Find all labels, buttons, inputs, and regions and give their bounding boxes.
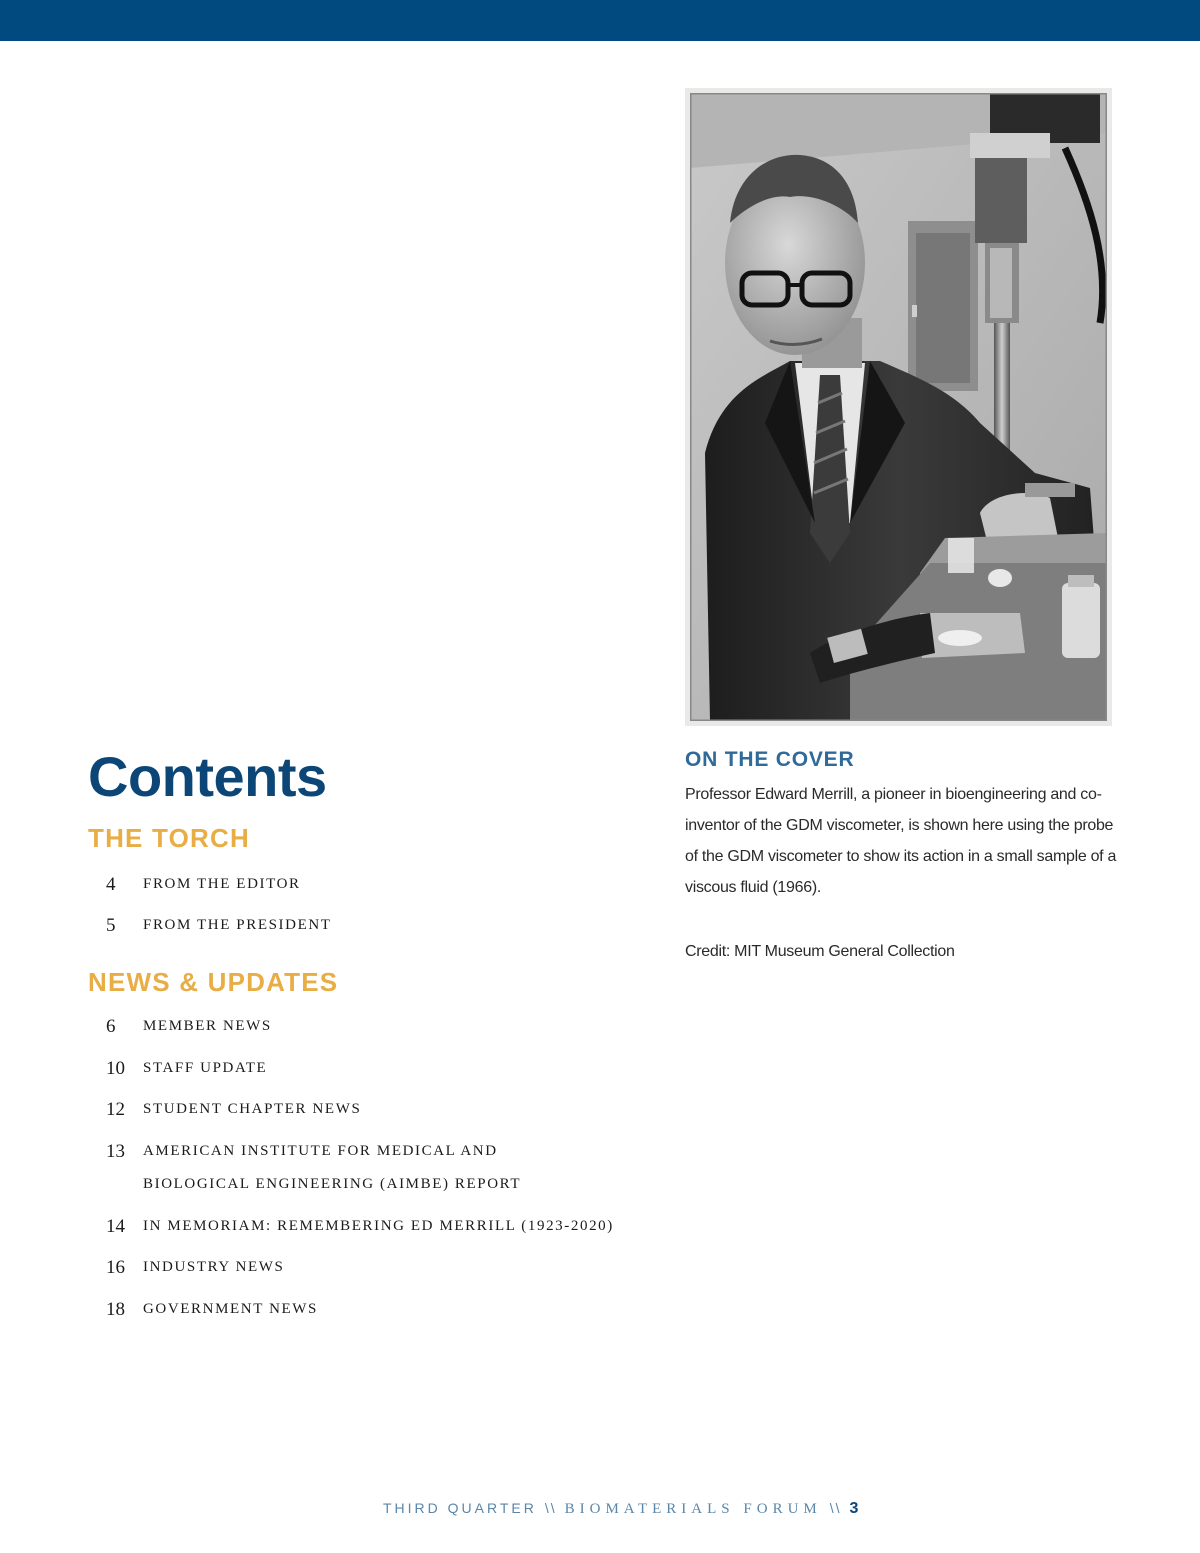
section-heading-news-updates: NEWS & UPDATES [88, 967, 339, 997]
section-heading-the-torch: THE TORCH [88, 823, 250, 853]
footer-separator: \\ [544, 1500, 557, 1516]
toc-item-label: FROM THE EDITOR [143, 876, 301, 892]
footer-quarter: THIRD QUARTER [383, 1500, 537, 1516]
toc-item-label: FROM THE PRESIDENT [143, 917, 332, 933]
toc-item-label: AMERICAN INSTITUTE FOR MEDICAL AND BIOLOGICAL ENGINEERING (AIMBE) REPORT [143, 1143, 522, 1192]
top-banner-bar [0, 0, 1200, 41]
toc-item-label: STUDENT CHAPTER NEWS [143, 1101, 362, 1117]
cover-photo [685, 88, 1112, 726]
toc-page-number: 16 [106, 1257, 125, 1278]
footer-page-number: 3 [849, 1500, 859, 1517]
toc-page-number: 14 [106, 1216, 125, 1237]
toc-page-number: 10 [106, 1058, 125, 1079]
cover-credit: Credit: MIT Museum General Collection [685, 943, 955, 960]
toc-item-label: INDUSTRY NEWS [143, 1259, 285, 1275]
page-footer [383, 1497, 858, 1520]
toc-item-label: MEMBER NEWS [143, 1018, 272, 1034]
toc-page-number: 5 [106, 915, 116, 936]
toc-page-number: 12 [106, 1099, 125, 1120]
on-the-cover-heading: ON THE COVER [685, 748, 855, 771]
footer-separator: \\ [829, 1500, 842, 1516]
cover-description: Professor Edward Merrill, a pioneer in bioengineering and co-inventor of the GDM viscometer, is shown here using the probe of the GDM viscometer to show its action in a small sample of a viscous fluid (1966). [685, 786, 1117, 896]
contents-title: Contents [88, 745, 327, 808]
portrait-photo-icon [690, 93, 1107, 721]
toc-page-number: 4 [106, 874, 116, 895]
toc-page-number: 13 [106, 1141, 125, 1162]
toc-page-number: 18 [106, 1299, 125, 1320]
footer-publication: BIOMATERIALS FORUM [564, 1501, 822, 1517]
toc-page-number: 6 [106, 1016, 116, 1037]
toc-item-label: IN MEMORIAM: REMEMBERING ED MERRILL (1923-2020) [143, 1218, 614, 1234]
toc-item-label: STAFF UPDATE [143, 1060, 268, 1076]
toc-item-label: GOVERNMENT NEWS [143, 1301, 318, 1317]
